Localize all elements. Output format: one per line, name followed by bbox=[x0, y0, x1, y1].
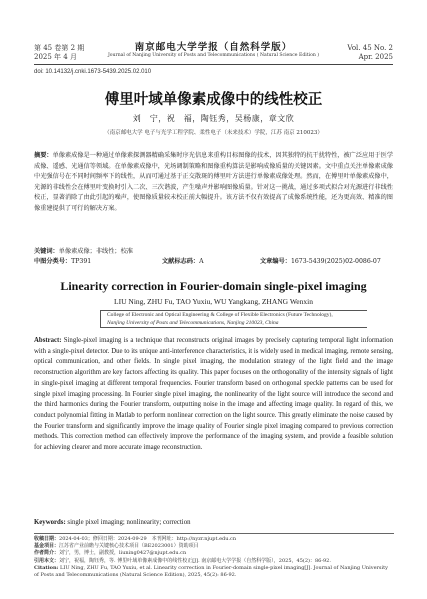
article-title-en: Linearity correction in Fourier-domain single-pixel imaging bbox=[60, 279, 367, 293]
volume-issue-en: Vol. 45 No. 2 bbox=[347, 44, 393, 52]
doc-code-value: A bbox=[199, 258, 204, 265]
journal-name-cn: 南京邮电大学学报（自然科学版） bbox=[134, 42, 293, 53]
footnote-cite-en bbox=[34, 565, 393, 579]
footnote-label: 基金项目： bbox=[34, 543, 60, 550]
keywords-cn bbox=[34, 247, 393, 256]
abstract-cn bbox=[34, 151, 393, 215]
footnote-text: 2024-04-03；修回日期：2024-09-29 本刊网址：http://nyzr.njupt.edu.cn bbox=[59, 536, 237, 542]
doi-line[interactable]: doi: 10.14132/j.cnki.1673-5439.2025.02.010 bbox=[34, 69, 152, 75]
footnote-rule bbox=[34, 533, 394, 534]
keywords-en bbox=[34, 518, 393, 527]
abstract-cn-label: 摘要： bbox=[34, 152, 53, 159]
footnote-cite-cn bbox=[34, 558, 393, 565]
abstract-en bbox=[34, 336, 393, 454]
clc-value: TP391 bbox=[71, 258, 92, 265]
classification-row bbox=[34, 257, 393, 266]
doc-code-label: 文献标志码： bbox=[162, 258, 200, 265]
abstract-en-text: Single-pixel imaging is a technique that reconstructs original images by precisely capturing temporal light information with a single-pixel detector. Due to its unique anti-interference characteristics, it is widely used in medical imaging, remote sensing, optical communication, and other fields. In single pixel imaging, the modulation strategy of the light field and the image reconstruction algorithm are key factors affecting its quality. This paper focuses on the orthogonality of the intensity signals of light in single-pixel imaging at different temporal frequencies. Fourier transform based on orthogonal speckle patterns can be used for single pixel imaging processing. In Fourier single pixel imaging, the nonlinearity of the light source will introduce the second and the third harmonics during the Fourier transform, outputting noise in the image and affecting image quality. In regard of this, we conduct polynomial fitting in Matlab to perform nonlinear correction on the light source. This greatly eliminate the noise caused by the Fourier transform and significantly improve the image quality of Fourier single pixel imaging compared to previous correction methods. This correction method can effectively improve the performance of the imaging system, and provide a feasible solution for achieving clearer and more accurate image reconstruction. bbox=[34, 337, 393, 452]
header-left bbox=[34, 44, 84, 61]
date-en: Apr. 2025 bbox=[358, 52, 393, 61]
footnote-text: 刘宁，男，博士，副教授，liuning0427@njupt.edu.cn bbox=[59, 550, 187, 557]
footnote-text: LIU Ning, ZHU Fu, TAO Yuxiu, et al. Linearity correction in Fourier-domain single-pixel imaging[J]. Journal of Nanjing University of Posts and Telecommunications (Natural Science Edition), 2025, 45(2): 86-92. bbox=[34, 564, 388, 579]
article-no-value: 1673-5439(2025)02-0086-07 bbox=[290, 258, 381, 265]
authors-en: LIU Ning, ZHU Fu, TAO Yuxiu, WU Yangkang, ZHANG Wenxin bbox=[114, 297, 313, 306]
footnote-text: 江苏省产业前瞻与关键核心技术项目（BE2023001）资助项目 bbox=[59, 543, 199, 550]
journal-masthead bbox=[100, 42, 327, 59]
footnote-label: 作者简介： bbox=[34, 550, 60, 557]
affiliation-en-line2: Nanjing University of Posts and Telecommunications, Nanjing 210023, China bbox=[107, 320, 279, 326]
abstract-cn-text: 单像素成像是一种通过单像素探测器精确采集时序光信息来重构目标图像的技术，因其独特的抗干扰特性，被广泛应用于医学成像、遥感、光通信等领域。在单像素成像中，光场调制策略和图像重构算法是影响成像质量的关键因素。文中重点关注单像素成像中光强信号在不同时间频率下的线性，从而可通过基于正交散斑的傅里叶方法进行单像素成像处理。然而，在傅里叶单像素成像中，光源的非线性会在傅里叶变换时引入二次、三次谐波，产生噪声并影响图像质量。针对这一挑战，通过多项式拟合对光源进行非线性校正，显著消除了由此引起的噪声，使图像质量较未校正前大幅提升。该方法不仅有效提高了成像系统性能，还为更高效、精准的图像重建提供了可行的解决方案。 bbox=[34, 152, 394, 212]
affiliation-en-line1: College of Electronic and Optical Engineering & College of Flexible Electronics (Future Technology), bbox=[107, 312, 333, 318]
footnote-label: Citation: bbox=[34, 564, 59, 571]
keywords-cn-label: 关键词： bbox=[34, 248, 59, 255]
abstract-en-label: Abstract: bbox=[34, 337, 62, 344]
article-title-cn: 傅里叶域单像素成像中的线性校正 bbox=[104, 92, 323, 108]
footnotes bbox=[34, 536, 393, 579]
authors-cn: 刘 宁，祝 福，陶钰秀，吴杨康，章文欣 bbox=[132, 114, 295, 123]
footnote-author bbox=[34, 550, 393, 557]
keywords-en-text: single pixel imaging; nonlinearity; correction bbox=[67, 519, 191, 526]
clc-label: 中图分类号： bbox=[34, 258, 72, 265]
header-right bbox=[347, 44, 393, 61]
footnote-text: 刘宁，祝福，陶钰秀，等. 傅里叶域单像素成像中的线性校正[J]. 南京邮电大学学报（自然科学版），2025，45(2)：86-92. bbox=[59, 557, 331, 564]
footnote-label: 收稿日期： bbox=[34, 536, 60, 542]
volume-issue-cn: 第 45 卷第 2 期 bbox=[34, 44, 85, 52]
footnote-label: 引用本文： bbox=[34, 557, 60, 564]
date-cn: 2025 年 4 月 bbox=[34, 52, 77, 61]
affiliation-en bbox=[100, 310, 367, 328]
header-rule bbox=[34, 64, 393, 65]
affiliation-cn: （南京邮电大学 电子与光学工程学院、柔性电子（未来技术）学院，江苏 南京 210023） bbox=[104, 130, 323, 136]
keywords-en-label: Keywords: bbox=[34, 519, 66, 526]
article-no-label: 文章编号： bbox=[260, 258, 291, 265]
keywords-cn-text: 单像素成像；非线性；校准 bbox=[58, 248, 133, 255]
journal-name-en: Journal of Nanjing University of Posts and Telecommunications ( Natural Science Edition ) bbox=[107, 53, 320, 58]
